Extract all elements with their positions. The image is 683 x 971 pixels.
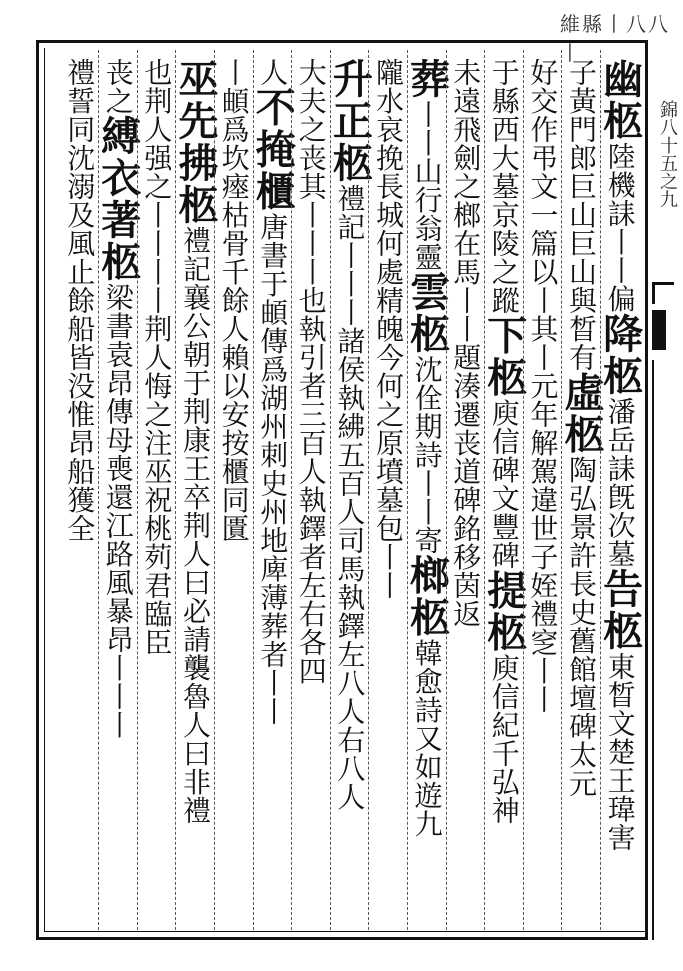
- entry-heading: 葬: [403, 58, 451, 100]
- text-column: [557, 58, 605, 930]
- text-column: [214, 58, 253, 930]
- entry-heading: 巫先拂柩: [171, 58, 219, 226]
- entry-heading: 榔柩: [403, 554, 451, 639]
- entry-text: 唐書于頔傳爲湖州刺史州地庳薄葬者丨丨: [256, 212, 290, 726]
- entry-heading: 虛柩: [557, 371, 605, 456]
- entry-text: 未遠飛劍之榔在馬: [449, 58, 483, 286]
- entry-text: 庾信碑文豐碑: [487, 398, 521, 570]
- entry-text: 子黃門郎巨山巨山與晳有: [564, 58, 598, 372]
- entry-text: 于縣西大墓京陵之蹤: [487, 58, 521, 315]
- page-margin: [652, 40, 683, 940]
- text-column: [523, 58, 562, 930]
- column-divider: [175, 50, 176, 930]
- column-divider: [98, 50, 99, 930]
- entry-text: 東晳文楚王瑋害: [603, 652, 637, 852]
- column-divider: [214, 50, 215, 930]
- column-divider: [137, 50, 138, 930]
- top-page-fragment: 維縣丨八八丨: [560, 12, 670, 65]
- text-column: [480, 58, 528, 930]
- entry-text: 丨丨山行翁靈: [410, 100, 444, 271]
- entry-text: 道碑銘移茵返: [449, 457, 483, 628]
- entry-text: 元年解駕違世子姪禮窆丨丨: [526, 371, 560, 714]
- entry-heading: 幽柩: [596, 58, 644, 142]
- text-column: [596, 58, 644, 930]
- column-divider: [484, 50, 485, 930]
- entry-text: 禮記襄公朝于荆康王卒荆人曰必請襲魯人曰非禮: [178, 226, 212, 825]
- text-column: [326, 58, 374, 930]
- entry-text: 大夫之丧其丨丨丨也執引者三百人執鐸者左右各四: [294, 58, 328, 685]
- entry-text: 也荆人强之丨丨丨丨荆人悔之注巫祝桃茢君臨臣: [140, 58, 174, 657]
- entry-heading: 升正柩: [326, 58, 374, 184]
- column-divider: [291, 50, 292, 930]
- entry-text: 誓同沈溺及風止餘船皆没惟昂船獲全: [63, 86, 97, 543]
- entry-text: 丨頔爲坎瘞枯骨千餘人賴以安按櫃同匱: [217, 58, 251, 543]
- entry-text: 隴水哀挽長城: [371, 58, 405, 229]
- entry-text: 好交作弔文一篇以丨其丨: [526, 58, 560, 372]
- text-column: [403, 58, 451, 930]
- entry-text: 韓愈詩又如遊九: [410, 638, 444, 838]
- entry-text: 沈佺期詩丨丨寄: [410, 355, 444, 555]
- text-column: [249, 58, 297, 930]
- entry-text: 禮記丨丨丨諸侯執紼五百人司馬執鐸左八人右八人: [333, 184, 367, 811]
- text-column: [94, 58, 142, 930]
- text-column: [171, 58, 219, 930]
- text-column: [60, 58, 99, 930]
- column-divider: [407, 50, 408, 930]
- entry-text: 丨丨題湊遷丧: [449, 286, 483, 457]
- entry-text: 人: [256, 58, 290, 87]
- column-divider: [253, 50, 254, 930]
- column-divider: [561, 50, 562, 930]
- entry-heading: 縛衣著柩: [94, 115, 142, 283]
- entry-text: 陸機誄丨丨偏: [603, 142, 637, 313]
- entry-text: 庾信紀千弘神: [487, 653, 521, 825]
- text-column: [368, 58, 407, 930]
- text-column: [446, 58, 485, 930]
- entry-heading: 告柩: [596, 568, 644, 652]
- entry-text: 陶弘景許長史舊館壇碑太元: [564, 455, 598, 798]
- entry-text: 潘岳誄旣次墓: [603, 397, 637, 568]
- column-divider: [523, 50, 524, 930]
- entry-text: 原墳墓包丨丨: [371, 428, 405, 600]
- column-divider: [330, 50, 331, 930]
- entry-heading: 提柩: [480, 569, 528, 654]
- entry-heading: 不掩櫃: [249, 86, 297, 213]
- text-column: [291, 58, 330, 930]
- entry-heading: 雲柩: [403, 271, 451, 355]
- column-divider: [368, 50, 369, 930]
- entry-text: 何處精魄今何之: [371, 229, 405, 429]
- column-divider: [600, 50, 601, 930]
- entry-text: 梁書袁昂傳母喪還江路風暴昂丨丨丨: [101, 283, 135, 739]
- entry-heading: 下柩: [480, 314, 528, 399]
- page-margin-label: 錦八十五之九: [657, 100, 678, 208]
- entry-text: 丧之: [101, 58, 135, 115]
- column-divider: [446, 50, 447, 930]
- entry-text: 禮: [63, 58, 97, 87]
- entry-heading: 降柩: [596, 313, 644, 397]
- text-column: [137, 58, 176, 930]
